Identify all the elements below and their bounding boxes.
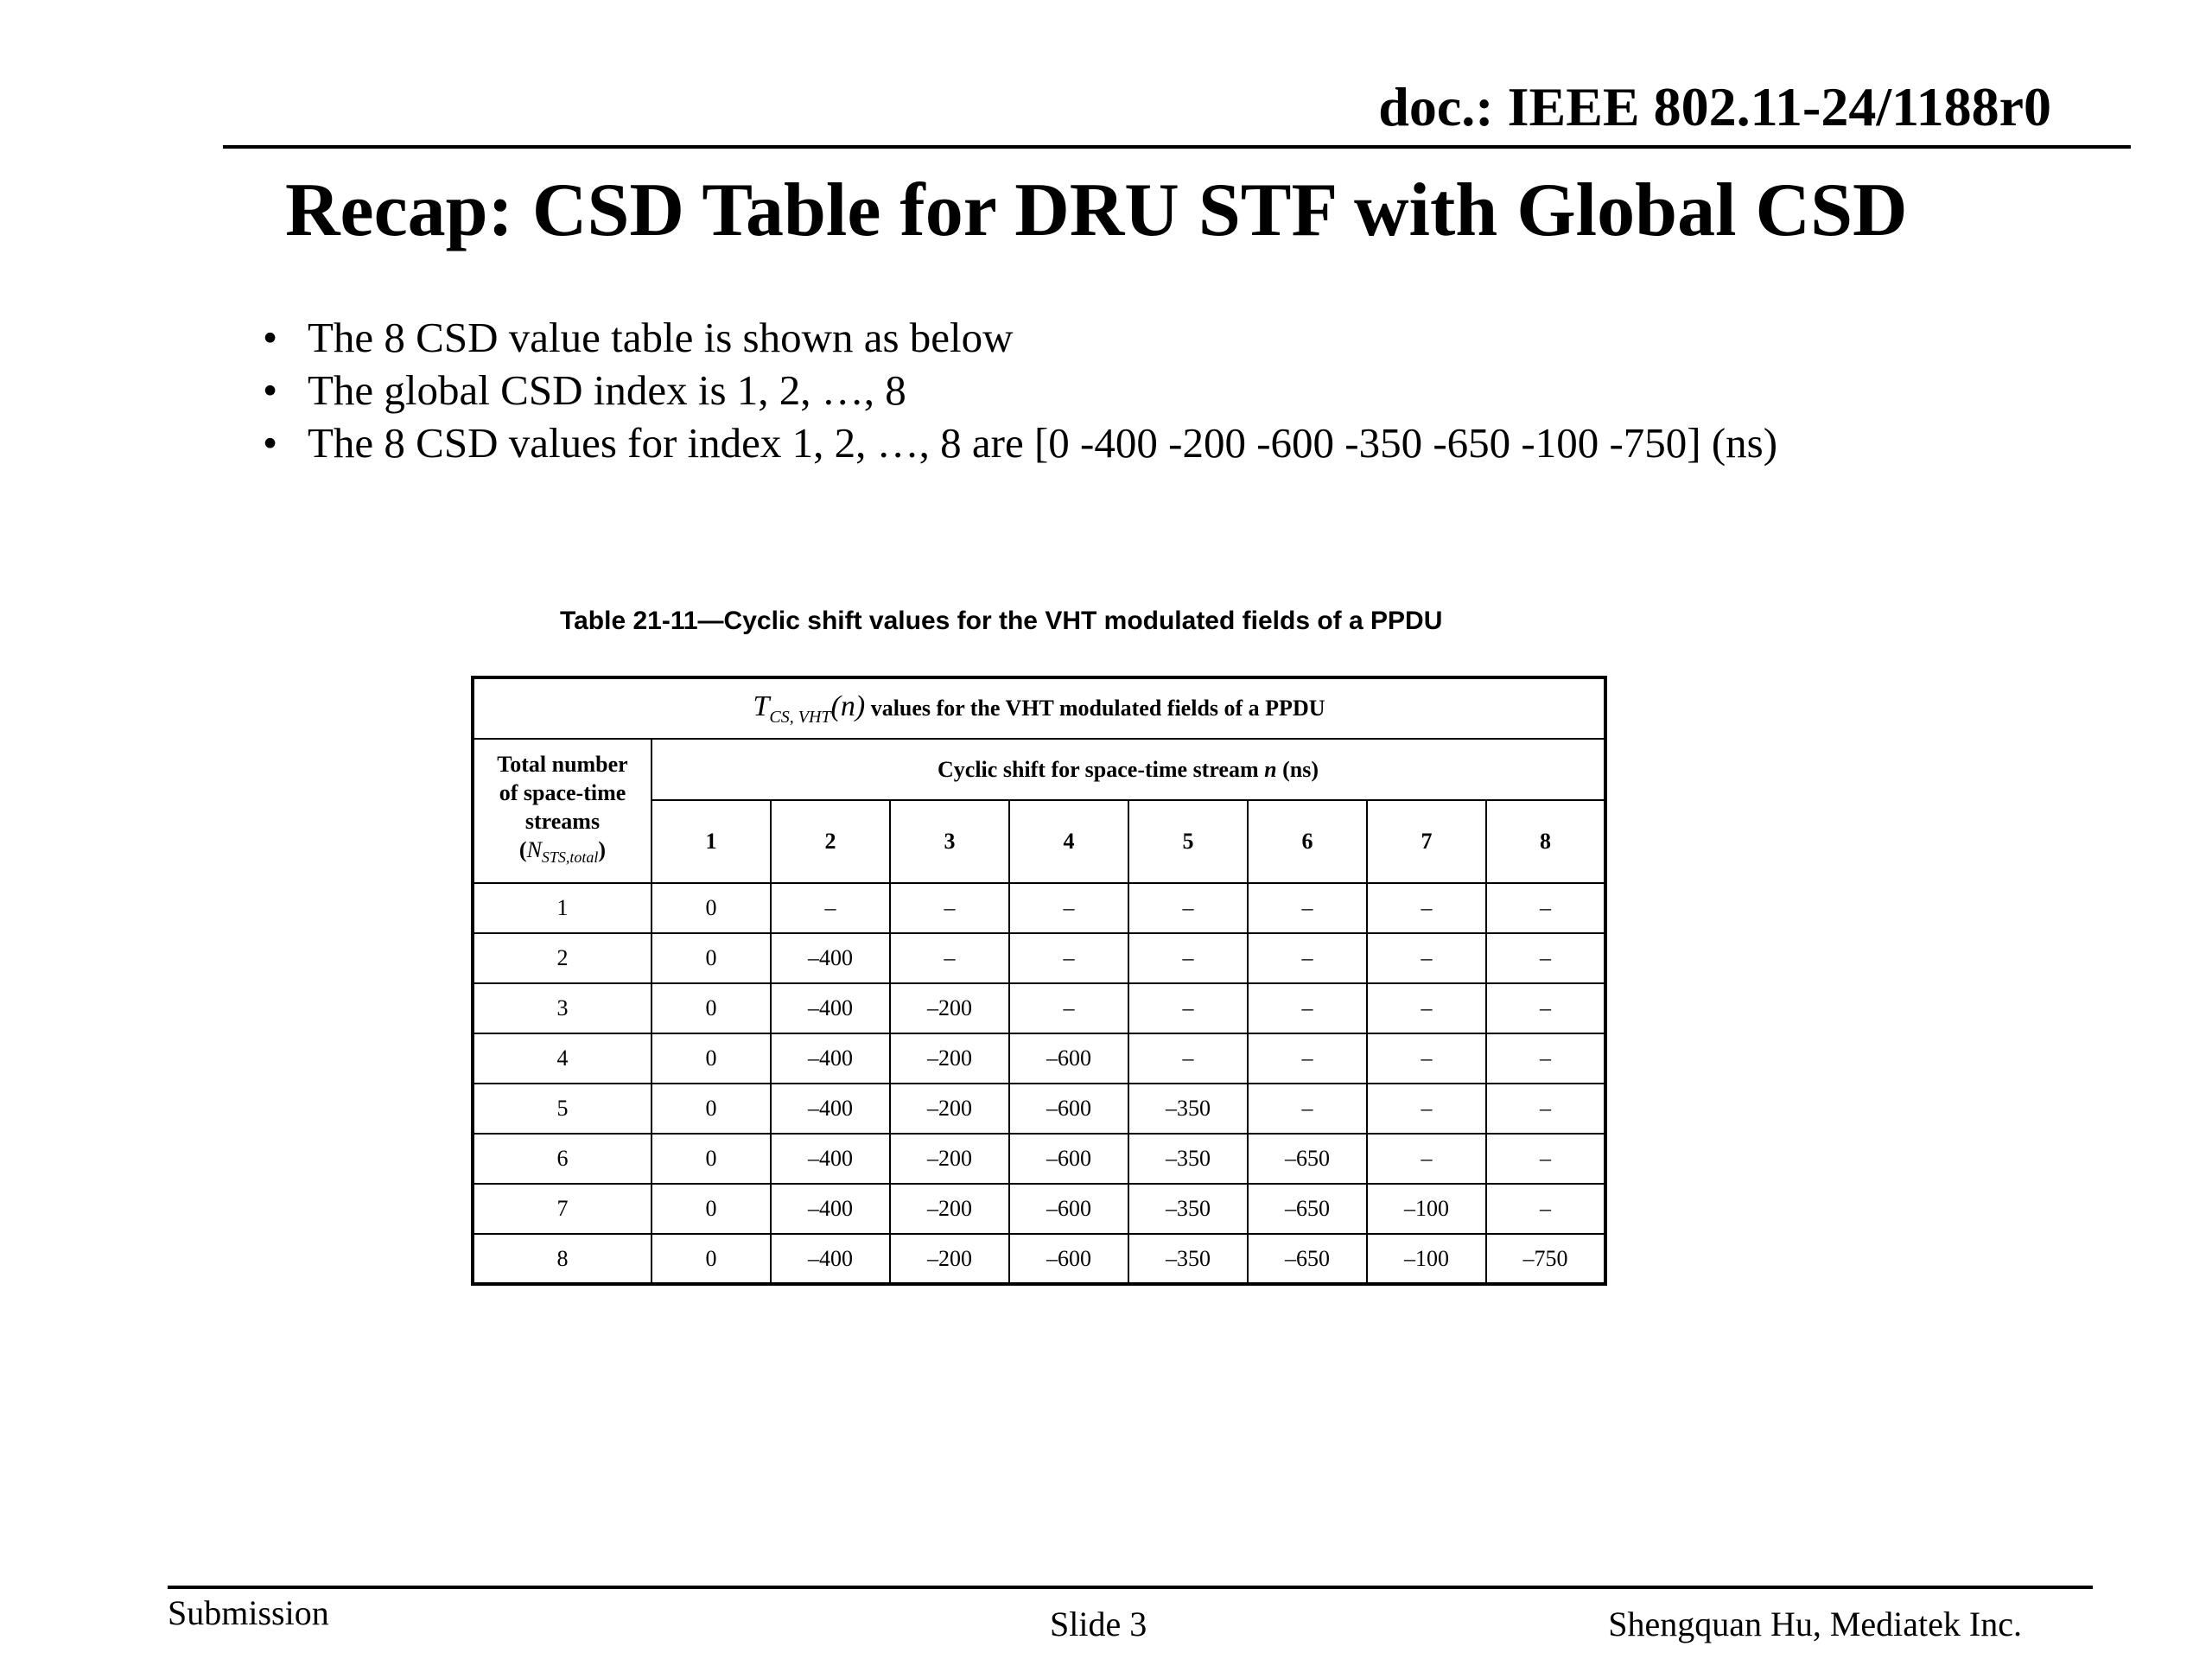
stream-count-cell: 4 xyxy=(473,1033,652,1084)
cyclic-shift-cell: –400 xyxy=(771,1234,890,1284)
table-row xyxy=(473,983,1605,1033)
cyclic-shift-cell: –400 xyxy=(771,933,890,983)
main-header-text: values for the VHT modulated fields of a PPDU xyxy=(870,695,1325,721)
cyclic-shift-cell: –650 xyxy=(1248,1184,1367,1234)
cyclic-shift-cell: –650 xyxy=(1248,1134,1367,1184)
cyclic-shift-cell: –600 xyxy=(1009,1084,1128,1134)
cyclic-shift-cell: – xyxy=(1009,933,1128,983)
cyclic-shift-cell: – xyxy=(1367,933,1486,983)
column-index-header: 5 xyxy=(1128,800,1248,883)
cyclic-shift-cell: –600 xyxy=(1009,1033,1128,1084)
stream-count-cell: 6 xyxy=(473,1134,652,1184)
cyclic-shift-cell: – xyxy=(1486,983,1605,1033)
table-row xyxy=(473,1184,1605,1234)
table-body xyxy=(473,883,1605,1284)
cyclic-shift-cell: –400 xyxy=(771,1084,890,1134)
cyclic-shift-cell: – xyxy=(771,883,890,933)
column-index-header: 8 xyxy=(1486,800,1605,883)
column-index-header: 7 xyxy=(1367,800,1486,883)
cyclic-shift-cell: – xyxy=(1128,983,1248,1033)
cyclic-shift-cell: 0 xyxy=(652,1134,771,1184)
cyclic-shift-cell: –650 xyxy=(1248,1234,1367,1284)
cyclic-shift-cell: 0 xyxy=(652,1084,771,1134)
cyclic-shift-cell: –100 xyxy=(1367,1234,1486,1284)
row-header-label: Total number of space-time streams $(N_{STS,total})$ xyxy=(473,739,652,883)
cyclic-shift-cell: 0 xyxy=(652,1184,771,1234)
t-symbol: $T_{CS, VHT}(n)$ xyxy=(753,690,866,727)
cyclic-shift-cell: 0 xyxy=(652,1033,771,1084)
table-row xyxy=(473,1134,1605,1184)
column-group-header: Cyclic shift for space-time stream n (ns) xyxy=(652,739,1605,800)
footer-divider xyxy=(168,1586,2093,1589)
stream-count-cell: 3 xyxy=(473,983,652,1033)
cyclic-shift-cell: –350 xyxy=(1128,1234,1248,1284)
cyclic-shift-cell: – xyxy=(1128,1033,1248,1084)
column-index-header: 3 xyxy=(890,800,1009,883)
stream-count-cell: 1 xyxy=(473,883,652,933)
column-index-header: 6 xyxy=(1248,800,1367,883)
header-divider xyxy=(223,145,2131,149)
cyclic-shift-cell: – xyxy=(1248,1033,1367,1084)
column-index-header: 4 xyxy=(1009,800,1128,883)
cyclic-shift-cell: – xyxy=(1486,1184,1605,1234)
cyclic-shift-cell: – xyxy=(1367,1084,1486,1134)
cyclic-shift-cell: – xyxy=(1248,933,1367,983)
cyclic-shift-cell: – xyxy=(890,933,1009,983)
cyclic-shift-cell: –600 xyxy=(1009,1234,1128,1284)
bullet-item: • The global CSD index is 1, 2, …, 8 xyxy=(259,364,1777,416)
cyclic-shift-cell: –100 xyxy=(1367,1184,1486,1234)
cyclic-shift-cell: –750 xyxy=(1486,1234,1605,1284)
cyclic-shift-cell: – xyxy=(1128,933,1248,983)
cyclic-shift-cell: – xyxy=(1128,883,1248,933)
bullet-list xyxy=(259,311,1777,469)
table-row xyxy=(473,1033,1605,1084)
cyclic-shift-cell: – xyxy=(1486,1033,1605,1084)
stream-count-cell: 2 xyxy=(473,933,652,983)
stream-count-cell: 7 xyxy=(473,1184,652,1234)
cyclic-shift-cell: –200 xyxy=(890,1084,1009,1134)
column-index-header: 1 xyxy=(652,800,771,883)
document-id: doc.: IEEE 802.11-24/1188r0 xyxy=(1378,76,2051,137)
cyclic-shift-cell: – xyxy=(1367,1134,1486,1184)
cyclic-shift-cell: – xyxy=(1486,933,1605,983)
cyclic-shift-cell: – xyxy=(1367,883,1486,933)
cyclic-shift-cell: – xyxy=(1486,1134,1605,1184)
cyclic-shift-cell: 0 xyxy=(652,933,771,983)
cyclic-shift-cell: – xyxy=(890,883,1009,933)
table-caption: Table 21-11—Cyclic shift values for the VHT modulated fields of a PPDU xyxy=(560,607,1443,635)
stream-count-cell: 5 xyxy=(473,1084,652,1134)
table-main-header xyxy=(473,677,1605,739)
cyclic-shift-cell: – xyxy=(1367,1033,1486,1084)
column-index-header: 2 xyxy=(771,800,890,883)
cyclic-shift-cell: –200 xyxy=(890,1234,1009,1284)
table-row xyxy=(473,933,1605,983)
cyclic-shift-cell: – xyxy=(1009,983,1128,1033)
cyclic-shift-cell: –350 xyxy=(1128,1134,1248,1184)
cyclic-shift-table xyxy=(471,676,1607,1286)
cyclic-shift-cell: 0 xyxy=(652,1234,771,1284)
cyclic-shift-cell: –350 xyxy=(1128,1184,1248,1234)
footer-author: Shengquan Hu, Mediatek Inc. xyxy=(1608,1605,2022,1643)
table-row xyxy=(473,883,1605,933)
cyclic-shift-cell: –200 xyxy=(890,983,1009,1033)
cyclic-shift-cell: – xyxy=(1367,983,1486,1033)
cyclic-shift-cell: – xyxy=(1248,983,1367,1033)
cyclic-shift-cell: –350 xyxy=(1128,1084,1248,1134)
cyclic-shift-cell: – xyxy=(1009,883,1128,933)
table-row xyxy=(473,1084,1605,1134)
cyclic-shift-cell: – xyxy=(1248,1084,1367,1134)
cyclic-shift-cell: 0 xyxy=(652,883,771,933)
cyclic-shift-cell: –400 xyxy=(771,1134,890,1184)
cyclic-shift-cell: –200 xyxy=(890,1184,1009,1234)
footer-slide-number: Slide 3 xyxy=(1050,1605,1147,1643)
cyclic-shift-cell: –400 xyxy=(771,1033,890,1084)
bullet-item: • The 8 CSD values for index 1, 2, …, 8 are [0 -400 -200 -600 -350 -650 -100 -750] (ns) xyxy=(259,416,1777,469)
cyclic-shift-cell: –600 xyxy=(1009,1134,1128,1184)
cyclic-shift-cell: –400 xyxy=(771,1184,890,1234)
slide-title: Recap: CSD Table for DRU STF with Global CSD xyxy=(285,168,1908,252)
cyclic-shift-cell: – xyxy=(1486,883,1605,933)
cyclic-shift-cell: –200 xyxy=(890,1134,1009,1184)
footer-submission: Submission xyxy=(168,1593,329,1632)
table-row xyxy=(473,1234,1605,1284)
cyclic-shift-cell: – xyxy=(1248,883,1367,933)
cyclic-shift-cell: 0 xyxy=(652,983,771,1033)
stream-count-cell: 8 xyxy=(473,1234,652,1284)
cyclic-shift-cell: –600 xyxy=(1009,1184,1128,1234)
cyclic-shift-cell: –400 xyxy=(771,983,890,1033)
bullet-item: • The 8 CSD value table is shown as below xyxy=(259,311,1777,364)
cyclic-shift-cell: –200 xyxy=(890,1033,1009,1084)
cyclic-shift-cell: – xyxy=(1486,1084,1605,1134)
